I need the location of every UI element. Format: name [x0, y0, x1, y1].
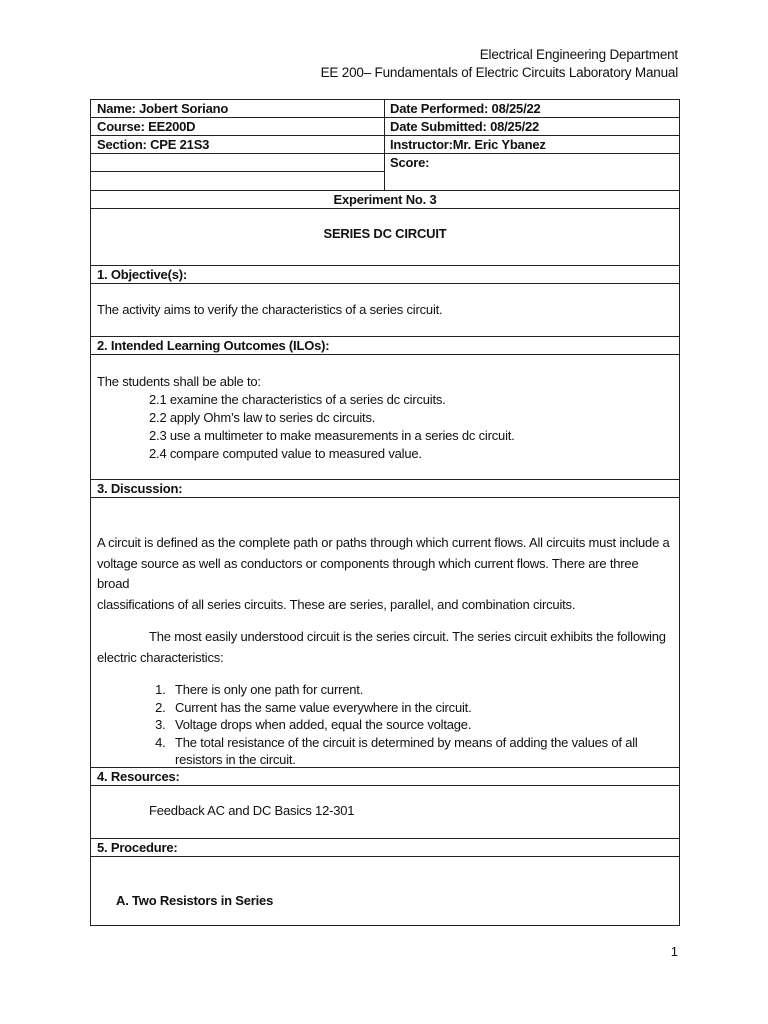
department-header: Electrical Engineering Department — [479, 47, 678, 62]
discussion-heading: 3. Discussion: — [91, 480, 679, 498]
objective-heading: 1. Objective(s): — [91, 266, 679, 284]
course: Course: EE200D — [91, 118, 385, 135]
ilo-body — [91, 355, 679, 480]
ilo-item: 2.2 apply Ohm’s law to series dc circuits. — [149, 410, 376, 425]
list-item: 4. The total resistance of the circuit is determined by means of adding the values of all resistors in the circuit. — [169, 734, 645, 769]
experiment-title: SERIES DC CIRCUIT — [91, 209, 679, 266]
resources-text: Feedback AC and DC Basics 12-301 — [149, 803, 355, 818]
procedure-heading: 5. Procedure: — [91, 839, 679, 857]
procedure-subheading: A. Two Resistors in Series — [91, 857, 679, 926]
page-number: 1 — [670, 944, 678, 959]
date-submitted: Date Submitted: 08/25/22 — [390, 119, 540, 134]
resources-heading: 4. Resources: — [91, 768, 679, 786]
student-name: Name: Jobert Soriano — [91, 100, 385, 117]
list-item: 2. Current has the same value everywhere in the circuit. — [169, 699, 671, 717]
list-item: 3. Voltage drops when added, equal the source voltage. — [169, 716, 671, 734]
resources-body — [91, 786, 679, 839]
ilo-item: 2.3 use a multimeter to make measurements in a series dc circuit. — [149, 428, 515, 443]
discussion-line: voltage source as well as conductors or components through which current flows. There are three broad — [97, 555, 639, 591]
blank-cell — [91, 154, 384, 172]
lab-report-table — [90, 99, 680, 926]
list-item: 1. There is only one path for current. — [169, 681, 671, 699]
discussion-body — [91, 498, 679, 768]
discussion-line: The most easily understood circuit is the series circuit. The series circuit exhibits the following — [149, 629, 666, 644]
info-row-score — [91, 154, 679, 191]
discussion-line: A circuit is defined as the complete path or paths through which current flows. All circuits must include a — [97, 535, 670, 550]
characteristics-list — [97, 681, 671, 769]
section: Section: CPE 21S3 — [91, 136, 385, 153]
discussion-line: classifications of all series circuits. These are series, parallel, and combination circuits. — [97, 596, 576, 612]
blank-cells — [91, 154, 385, 190]
instructor: Instructor:Mr. Eric Ybanez — [390, 137, 546, 152]
info-row-1 — [91, 100, 679, 118]
manual-header: EE 200– Fundamentals of Electric Circuits Laboratory Manual — [320, 65, 678, 80]
objective-text: The activity aims to verify the characteristics of a series circuit. — [91, 284, 679, 337]
discussion-line: electric characteristics: — [97, 649, 224, 665]
score: Score: — [390, 155, 430, 170]
ilo-heading: 2. Intended Learning Outcomes (ILOs): — [91, 337, 679, 355]
info-row-3 — [91, 136, 679, 154]
ilo-item: 2.4 compare computed value to measured value. — [149, 446, 422, 461]
experiment-number: Experiment No. 3 — [91, 191, 679, 209]
ilo-intro: The students shall be able to: — [97, 374, 261, 389]
info-row-2 — [91, 118, 679, 136]
ilo-item: 2.1 examine the characteristics of a series dc circuits. — [149, 392, 446, 407]
date-performed: Date Performed: 08/25/22 — [390, 101, 541, 116]
